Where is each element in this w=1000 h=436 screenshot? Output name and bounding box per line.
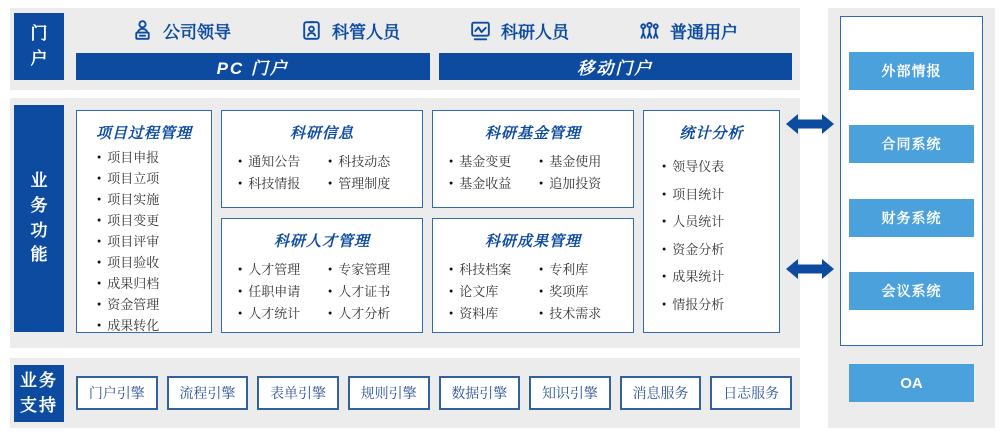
bullet-icon: ● [328, 266, 333, 273]
module-item-label: 成果转化 [107, 318, 160, 333]
module-item-label: 成果统计 [672, 269, 725, 284]
bullet-icon: ● [449, 266, 454, 273]
module-item [449, 281, 539, 303]
module-item-label: 人才管理 [248, 262, 301, 277]
module-item [539, 303, 629, 325]
bullet-icon: ● [662, 190, 667, 198]
support-section-label: 业务支持 [14, 365, 64, 422]
external-system-button: 财务系统 [849, 199, 974, 237]
bullet-icon: ● [449, 180, 454, 187]
module-item [449, 259, 539, 281]
external-system-button: 会议系统 [849, 272, 974, 310]
bullet-icon: ● [97, 196, 102, 203]
external-systems-box [840, 16, 983, 346]
bullet-icon: ● [328, 310, 333, 317]
module-item-label: 科技档案 [459, 262, 512, 277]
badge-icon [299, 18, 324, 43]
bullet-icon: ● [328, 180, 333, 187]
module-item-label: 技术需求 [549, 306, 602, 321]
module-item-label: 项目申报 [107, 150, 160, 165]
module-item [97, 294, 207, 315]
module-item [97, 168, 207, 189]
module-item [328, 303, 418, 325]
module-item-label: 科技动态 [338, 154, 391, 169]
module-item-label: 科技情报 [248, 176, 301, 191]
module-item-label: 项目统计 [672, 186, 725, 202]
bullet-icon: ● [539, 266, 544, 273]
bullet-icon: ● [449, 158, 454, 165]
bullet-icon: ● [328, 288, 333, 295]
bullet-icon: ● [97, 154, 102, 161]
monitor-icon [468, 18, 493, 43]
bullet-icon: ● [449, 288, 454, 295]
portal-bar: 移动门户 [439, 53, 793, 80]
user-role [299, 18, 400, 43]
bullet-icon: ● [662, 273, 667, 280]
module-item-list [222, 151, 422, 195]
module-item-label: 资料库 [459, 306, 499, 321]
module-statistics [643, 110, 780, 333]
module-item [662, 291, 775, 319]
module-title: 项目过程管理 [95, 125, 192, 142]
module-item-list [222, 259, 422, 325]
bullet-icon: ● [97, 280, 102, 287]
leader-icon [130, 18, 155, 43]
engine-box: 数据引擎 [439, 376, 521, 410]
module-item-label: 人才证书 [338, 284, 391, 299]
user-role-label: 公司领导 [163, 23, 231, 42]
module-item [238, 259, 328, 281]
engine-box: 知识引擎 [529, 376, 611, 410]
user-role-label: 科管人员 [332, 23, 400, 42]
module-item [662, 208, 775, 236]
bullet-icon: ● [238, 180, 243, 187]
external-systems-panel [828, 8, 995, 428]
module-item [539, 173, 629, 195]
bullet-icon: ● [539, 158, 544, 165]
module-item-label: 项目立项 [107, 171, 160, 186]
engine-box: 门户引擎 [76, 376, 158, 410]
module-item [328, 281, 418, 303]
module-item [97, 147, 207, 168]
bullet-icon: ● [238, 266, 243, 273]
bullet-icon: ● [662, 163, 667, 170]
engine-box: 表单引擎 [257, 376, 339, 410]
bullet-icon: ● [238, 158, 243, 165]
bullet-icon: ● [539, 310, 544, 317]
module-item-label: 基金变更 [459, 154, 512, 169]
module-item [662, 236, 775, 264]
portal-section-label: 门户 [14, 13, 64, 80]
business-section-label: 业务功能 [14, 105, 64, 332]
module-item [238, 173, 328, 195]
bullet-icon: ● [539, 180, 544, 187]
module-item [449, 173, 539, 195]
module-item [662, 153, 775, 181]
module-item-label: 专利库 [549, 262, 589, 277]
module-research-info [221, 110, 423, 208]
module-item-label: 追加投资 [549, 176, 602, 191]
bullet-icon: ● [449, 310, 454, 317]
module-item-label: 管理制度 [338, 176, 391, 191]
module-item [539, 259, 629, 281]
module-title: 科研信息 [289, 125, 354, 142]
user-role-label: 科研人员 [501, 23, 569, 42]
bullet-icon: ● [97, 259, 102, 266]
bullet-icon: ● [238, 288, 243, 295]
engine-box: 消息服务 [620, 376, 702, 410]
bullet-icon: ● [97, 238, 102, 245]
module-item-list [433, 259, 633, 325]
user-role-label: 普通用户 [670, 23, 738, 42]
module-item [238, 151, 328, 173]
module-title: 科研人才管理 [273, 233, 370, 250]
module-item-label: 人才分析 [338, 306, 391, 321]
module-title: 科研基金管理 [484, 125, 581, 142]
module-item-label: 奖项库 [549, 284, 589, 299]
engine-box: 日志服务 [710, 376, 792, 410]
module-item [97, 210, 207, 231]
bullet-icon: ● [662, 218, 667, 225]
double-arrow-icon [785, 255, 835, 283]
module-research-talent [221, 218, 423, 333]
module-item-list [433, 151, 633, 195]
module-item-label: 项目评审 [107, 234, 160, 249]
engines-row [76, 358, 800, 428]
modules-grid [76, 110, 792, 333]
module-item [449, 303, 539, 325]
module-item [328, 151, 418, 173]
user-roles-row [76, 8, 792, 53]
bullet-icon: ● [662, 245, 667, 253]
module-item [97, 252, 207, 273]
module-title: 统计分析 [679, 125, 744, 142]
module-item-label: 项目变更 [107, 213, 160, 228]
external-system-button: 外部情报 [849, 52, 974, 90]
module-item [328, 259, 418, 281]
user-role [130, 18, 231, 43]
support-section [10, 358, 800, 428]
module-item-label: 专家管理 [338, 262, 391, 277]
module-title: 科研成果管理 [484, 233, 581, 250]
double-arrow-icon [785, 110, 835, 138]
module-item-label: 成果归档 [107, 276, 160, 291]
module-item [97, 315, 207, 333]
module-item-label: 项目实施 [107, 192, 160, 207]
bullet-icon: ● [97, 217, 102, 224]
module-item-label: 人才统计 [248, 306, 301, 321]
module-item-list [644, 153, 779, 318]
module-item [662, 263, 775, 291]
bullet-icon: ● [328, 158, 333, 165]
module-item [328, 173, 418, 195]
business-section [10, 98, 800, 348]
module-project-process [76, 110, 212, 333]
module-research-fund [432, 110, 634, 208]
group-icon [637, 18, 662, 43]
bullet-icon: ● [238, 310, 243, 317]
module-item [539, 151, 629, 173]
module-item-label: 资金管理 [107, 297, 160, 312]
module-item-label: 项目验收 [107, 255, 160, 270]
module-item-label: 领导仪表 [672, 159, 725, 174]
bullet-icon: ● [97, 301, 102, 308]
module-item-label: 任职申请 [248, 284, 301, 299]
module-item [97, 189, 207, 210]
bullet-icon: ● [97, 322, 102, 329]
module-item [449, 151, 539, 173]
portal-section [10, 8, 800, 90]
engine-box: 流程引擎 [167, 376, 249, 410]
module-item-label: 资金分析 [672, 241, 725, 257]
bullet-icon: ● [97, 175, 102, 182]
user-role [637, 18, 738, 43]
module-item-label: 基金收益 [459, 176, 512, 191]
module-research-achievement [432, 218, 634, 333]
module-item-label: 基金使用 [549, 154, 602, 169]
module-item-label: 情报分析 [672, 296, 725, 312]
oa-system-button: OA [849, 364, 974, 402]
business-content [76, 98, 800, 348]
main-column [10, 8, 800, 428]
module-item-label: 人员统计 [672, 214, 725, 229]
bullet-icon: ● [662, 300, 667, 308]
module-item-list [77, 147, 211, 333]
module-item-label: 通知公告 [248, 154, 301, 169]
module-item [97, 231, 207, 252]
portal-bars-row [76, 53, 792, 80]
module-item [238, 281, 328, 303]
bullet-icon: ● [539, 288, 544, 295]
portal-bar: PC 门户 [76, 53, 430, 80]
module-item [97, 273, 207, 294]
module-item [662, 181, 775, 209]
user-role [468, 18, 569, 43]
portal-content [76, 8, 800, 90]
module-item-label: 论文库 [459, 284, 499, 299]
module-item [238, 303, 328, 325]
engine-box: 规则引擎 [348, 376, 430, 410]
external-system-button: 合同系统 [849, 125, 974, 163]
module-item [539, 281, 629, 303]
